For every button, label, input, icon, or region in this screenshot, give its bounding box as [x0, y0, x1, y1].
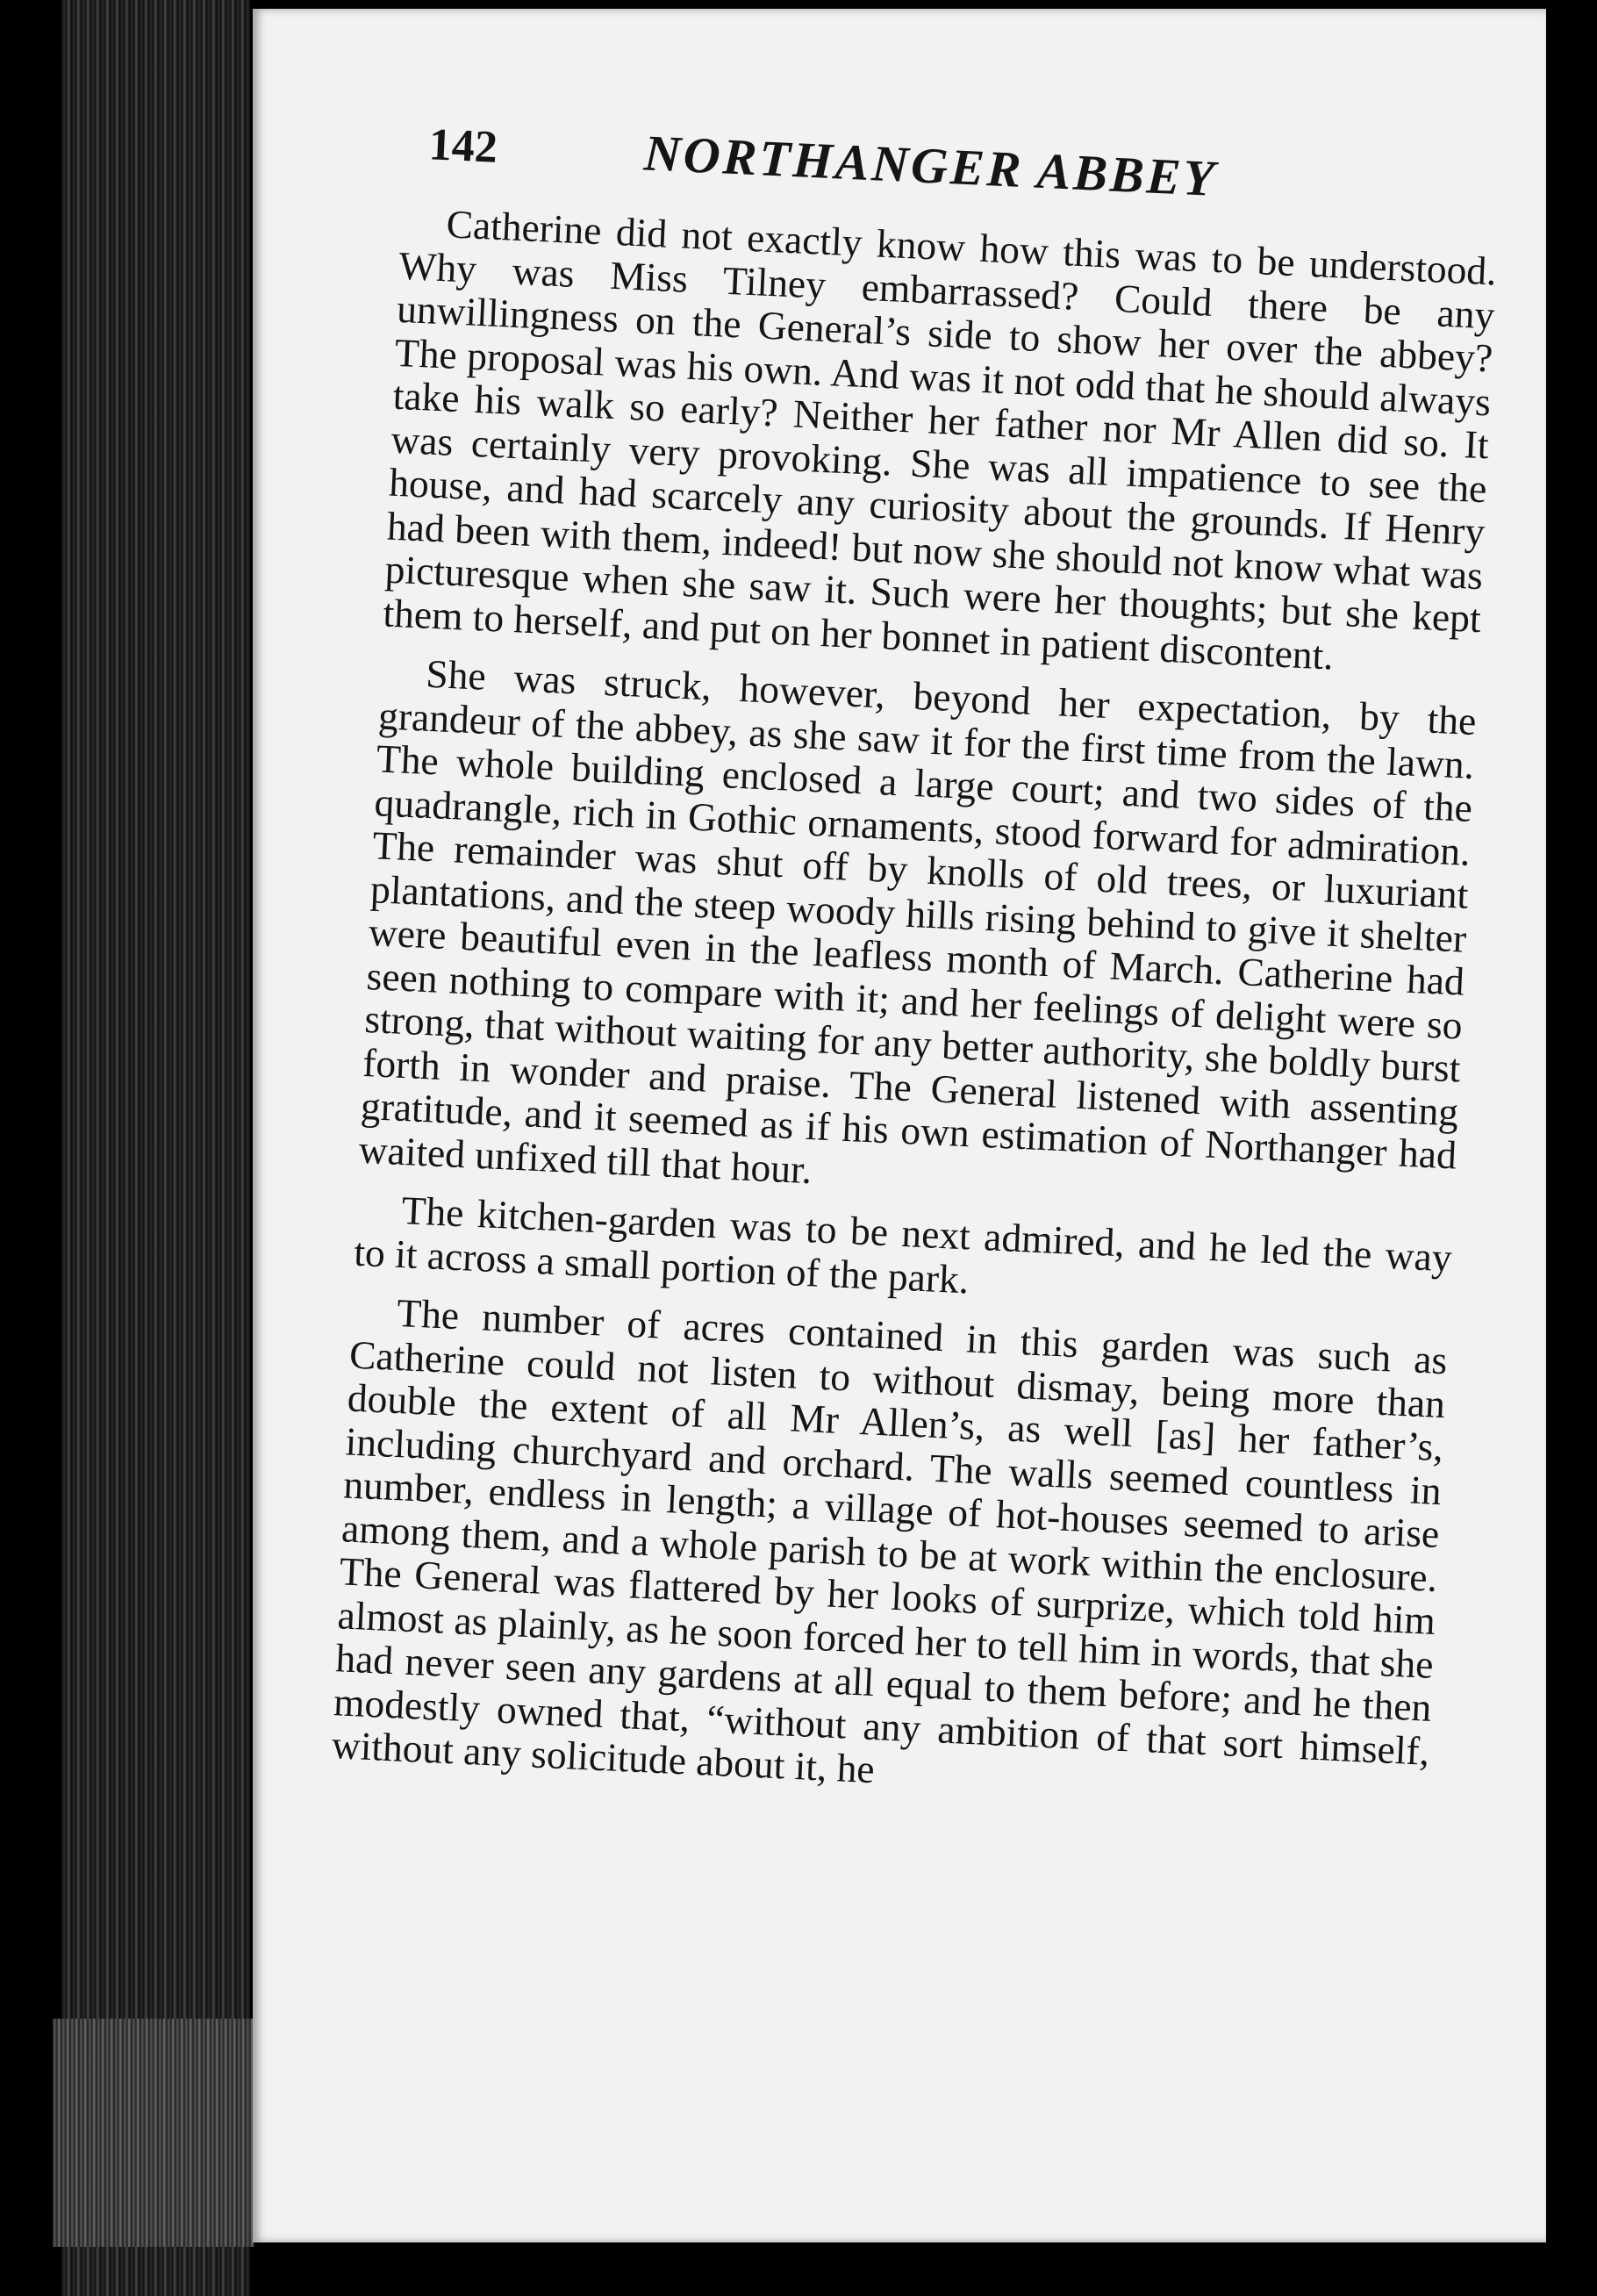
book-page [253, 9, 1546, 2242]
book-page-edges [61, 0, 250, 2296]
page-content [331, 104, 1502, 1816]
body-text [331, 200, 1498, 1816]
paragraph-4: The number of acres contained in this garden was such as Catherine could not listen to without dismay, being more than double the extent of all Mr Allen’s, as well [as] her father’s, including churchyard and orchard. The walls seemed countless in number, endless in length; a village of hot-houses seemed to arise among them, and a whole parish to be at work within the enclosure. The General was flattered by her looks of surprize, which told him almost as plainly, as he soon forced her to tell him in words, that she had never seen any gardens at all equal to them before; and he then modestly owned that, “without any ambition of that sort himself, without any solicitude about it, he [330, 1289, 1449, 1792]
book-page-edges-lower [53, 2019, 254, 2247]
running-title: NORTHANGER ABBEY [642, 124, 1219, 207]
paragraph-1: Catherine did not exactly know how this was to be understood. Why was Miss Tilney embarrassed? Could there be any unwillingness on the General’s side to show her over the abbey? The proposal was his own. And was it not odd that he should always take his walk so early? Neither her father nor Mr Allen did so. It was certainly very provoking. She was all impatience to see the house, and had scarcely any curiosity about the grounds. If Henry had been with them, indeed! but now she should not know what was picturesque when she saw it. Such were her thoughts; but she kept them to herself, and put on her bonnet in patient discontent. [382, 201, 1498, 678]
paragraph-3: The kitchen-garden was to be next admired, and he led the way to it across a small portion of the park. [353, 1187, 1453, 1302]
page-number: 142 [427, 119, 499, 173]
paragraph-2: She was struck, however, beyond her expectation, by the grandeur of the abbey, as she saw it for the first time from the lawn. The whole building enclosed a large court; and two sides of the quadrangle, rich in Gothic ornaments, stood forward for admiration. The remainder was shut off by knolls of old trees, or luxuriant plantations, and the steep woody hills rising behind to give it shelter were beautiful even in the leafless month of March. Catherine had seen nothing to compare with it; and her feelings of delight were so strong, that without waiting for any better authority, she boldly burst forth in wonder and praise. The General listened with assenting gratitude, and it seemed as if his own estimation of Northanger had waited unfixed till that hour. [357, 650, 1478, 1192]
